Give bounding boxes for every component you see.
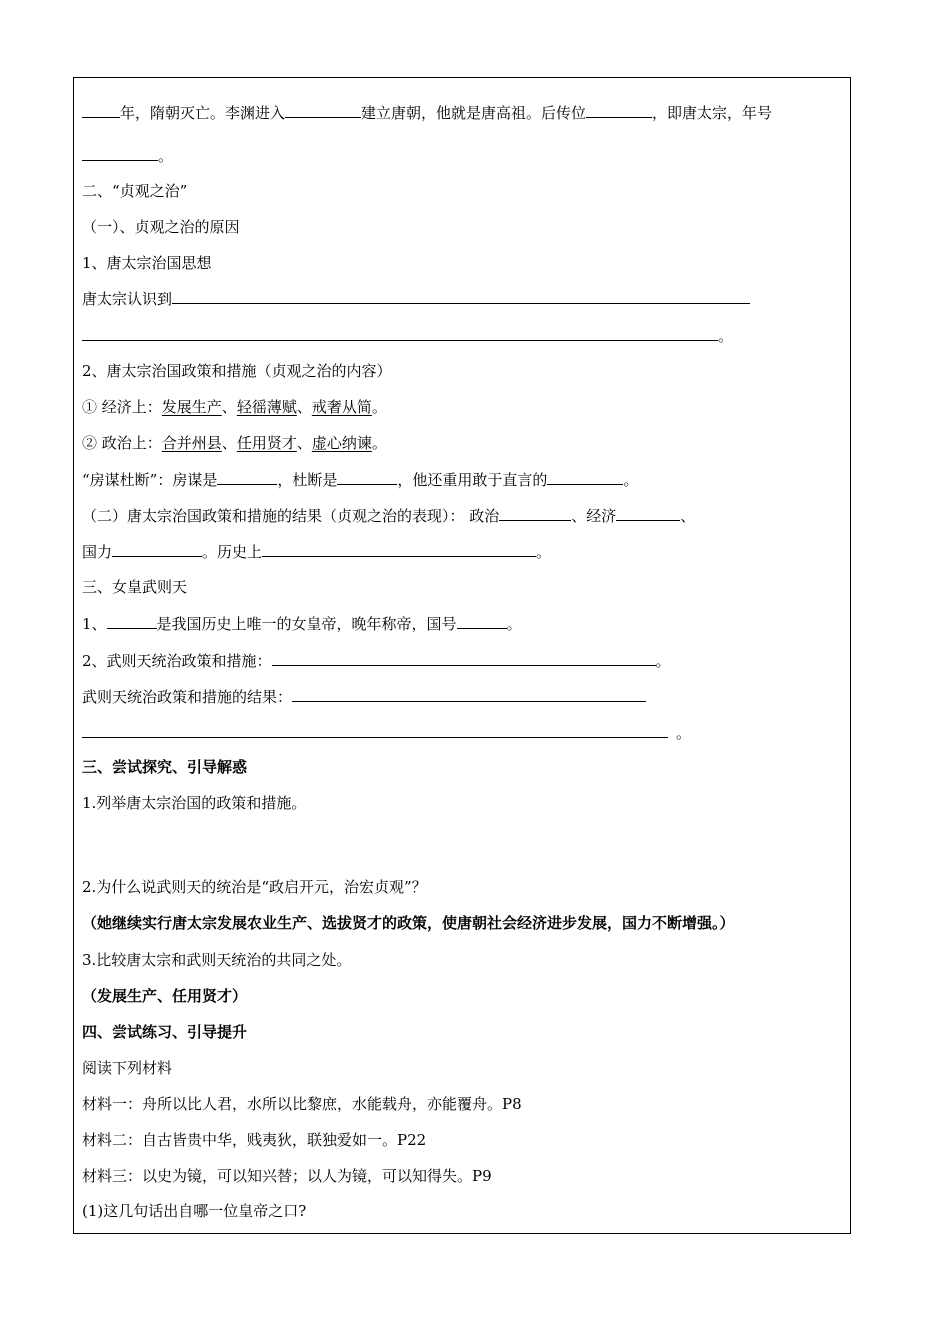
sep: 、 [296,398,312,416]
label: ② 政治上： [82,434,162,452]
fill-line-recognize-2 [82,325,733,346]
text: ，他还重用敢于直言的 [397,471,548,489]
question-2: 2.为什么说武则天的统治是“政启开元，治宏贞观”？ [82,878,427,896]
text: 。历史上 [202,543,263,561]
answer-2: （她继续实行唐太宗发展农业生产、选拔贤才的政策，使唐朝社会经济进步发展，国力不断增强。） [82,914,735,932]
text: 建立唐朝，他就是唐高祖。后传位 [361,104,587,122]
keyword: 发展生产 [161,398,222,416]
text: 、经济 [571,507,617,525]
economy-line [82,397,387,417]
blank[interactable] [616,505,680,521]
text: ，杜断是 [277,471,338,489]
practice-title: 四、尝试练习、引导提升 [82,1023,248,1041]
question-1: 1.列举唐太宗治国的政策和措施。 [82,794,307,812]
keyword: 合并州县 [161,434,222,452]
section-title-2: 二、“贞观之治” [82,182,188,200]
text: 。 [623,471,639,489]
blank[interactable] [547,469,623,485]
answer-3: （发展生产、任用贤才） [82,987,248,1005]
text: 。 [536,543,552,561]
question-3: 3.比较唐太宗和武则天统治的共同之处。 [82,951,352,969]
result-line-2 [82,541,551,562]
text: 。 [506,615,522,633]
practice-question-1: (1)这几句话出自哪一位皇帝之口? [82,1202,307,1220]
sep: 、 [221,398,237,416]
item-title-2: 2、唐太宗治国政策和措施（贞观之治的内容） [82,362,392,380]
blank[interactable] [82,325,718,341]
label: ① 经济上： [82,398,162,416]
result-line [82,505,695,526]
fill-line-1 [82,102,772,123]
text: 。 [676,724,692,742]
blank[interactable] [217,469,277,485]
text: 。 [371,434,387,452]
text: 、 [680,507,696,525]
blank[interactable] [285,102,361,118]
text: （二）唐太宗治国政策和措施的结果（贞观之治的表现）： 政治 [82,507,500,525]
wu-line-2 [82,650,671,671]
text: 。 [655,652,671,670]
text: 。 [371,398,387,416]
blank[interactable] [82,722,668,738]
material-1: 材料一：舟所以比人君，水所以比黎庶，水能载舟，亦能覆舟。P8 [82,1095,522,1113]
keyword: 虚心纳谏 [311,434,372,452]
blank[interactable] [82,145,158,161]
sep: 、 [296,434,312,452]
wu-line-1 [82,613,522,634]
wu-line-3 [82,686,646,707]
text: 年，隋朝灭亡。李渊进入 [120,104,286,122]
item-title-1: 1、唐太宗治国思想 [82,254,212,272]
sep: 、 [221,434,237,452]
material-3: 材料三：以史为镜，可以知兴替；以人为镜，可以知得失。P9 [82,1167,492,1185]
blank[interactable] [272,650,656,666]
blank[interactable] [107,613,157,629]
text: 武则天统治政策和措施的结果： [82,688,293,706]
section-title-3: 三、女皇武则天 [82,578,188,596]
text: 2、武则天统治政策和措施： [82,652,272,670]
blank[interactable] [82,102,120,118]
text: 唐太宗认识到 [82,290,173,308]
blank[interactable] [457,613,507,629]
blank[interactable] [337,469,397,485]
blank[interactable] [586,102,652,118]
text: 。 [718,327,734,345]
fangmou-line [82,469,638,490]
blank[interactable] [112,541,202,557]
blank[interactable] [292,686,646,702]
blank[interactable] [499,505,571,521]
subsection-title: （一）、贞观之治的原因 [82,218,240,236]
text: 1、 [82,615,107,633]
text: 是我国历史上唯一的女皇帝，晚年称帝，国号 [156,615,457,633]
politics-line [82,433,387,453]
read-instruction: 阅读下列材料 [82,1059,173,1077]
keyword: 戒奢从简 [311,398,372,416]
material-2: 材料二：自古皆贵中华，贱夷狄，联独爱如一。P22 [82,1131,427,1149]
text: “房谋杜断”：房谋是 [82,471,218,489]
keyword: 轻徭薄赋 [236,398,297,416]
text: 。 [158,147,174,165]
blank[interactable] [172,288,750,304]
text: ，即唐太宗，年号 [652,104,773,122]
keyword: 任用贤才 [236,434,297,452]
text: 国力 [82,543,113,561]
wu-line-4 [82,722,691,743]
blank[interactable] [262,541,536,557]
fill-line-recognize [82,288,750,309]
fill-line-2 [82,145,173,166]
explore-title: 三、尝试探究、引导解惑 [82,758,248,776]
